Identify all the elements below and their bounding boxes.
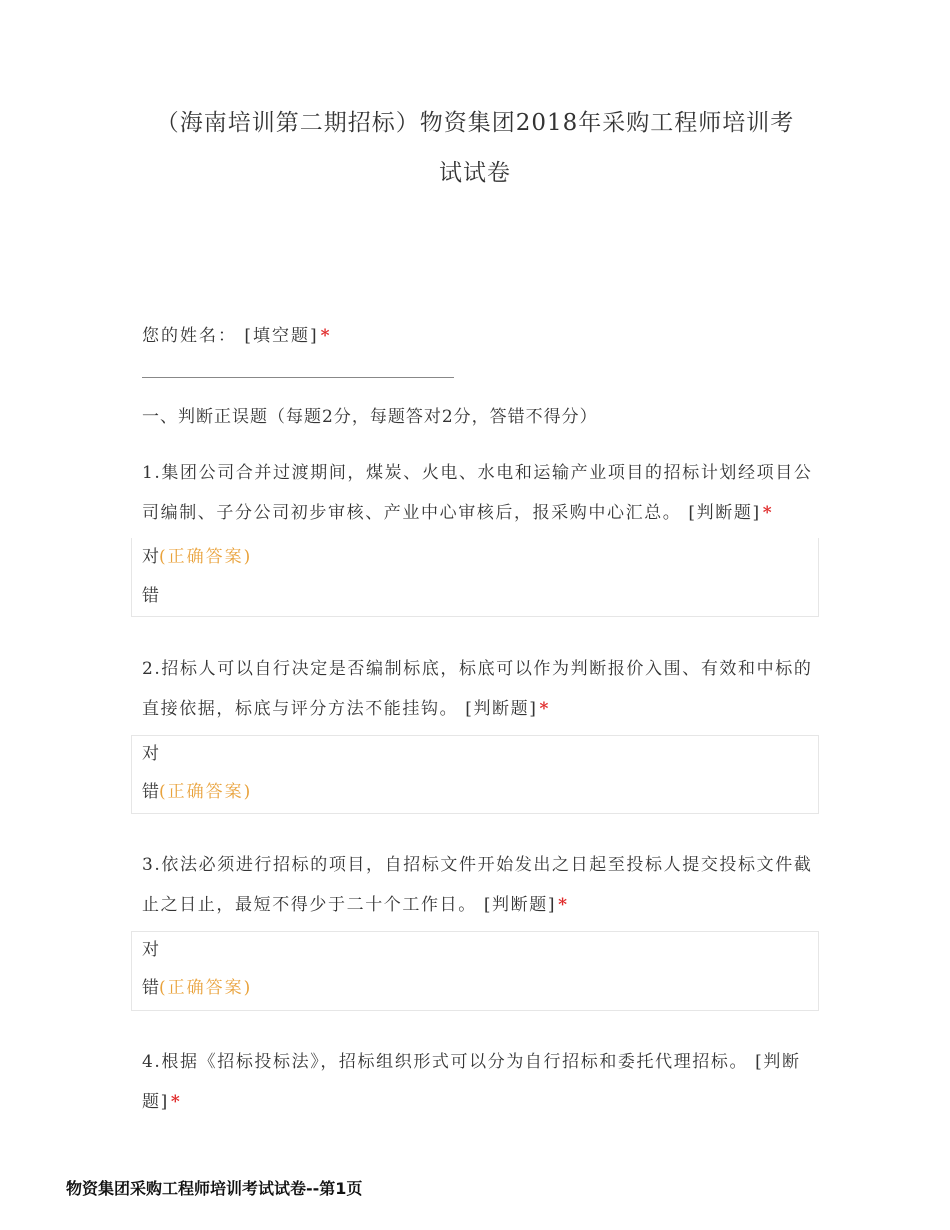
title-line-2: 试试卷	[439, 160, 511, 186]
option-true[interactable]: 对(正确答案)	[142, 547, 253, 567]
correct-answer-label: (正确答案)	[159, 782, 253, 802]
name-question	[142, 321, 332, 346]
required-asterisk: *	[170, 1092, 182, 1112]
title-line-1: （海南培训第二期招标）物资集团2018年采购工程师培训考	[155, 110, 795, 136]
question-2-line-2: 直接依据，标底与评分方法不能挂钩。 [判断题] *	[142, 699, 550, 719]
option-false[interactable]: 错	[142, 586, 159, 606]
question-3-line-2: 止之日止，最短不得少于二十个工作日。 [判断题] *	[142, 895, 569, 915]
option-false[interactable]: 错(正确答案)	[142, 978, 253, 998]
question-3	[142, 845, 822, 925]
section-title: 一、判断正误题（每题2分，每题答对2分，答错不得分）	[142, 407, 598, 427]
question-3-line-1: 3.依法必须进行招标的项目，自招标文件开始发出之日起至投标人提交投标文件截	[142, 855, 813, 875]
page-footer: 物资集团采购工程师培训考试试卷--第1页	[66, 1179, 363, 1198]
required-asterisk: *	[539, 699, 550, 719]
required-asterisk: *	[320, 326, 332, 346]
question-type-tag: [填空题]	[244, 326, 319, 346]
question-2	[142, 649, 822, 729]
option-false[interactable]: 错(正确答案)	[142, 782, 253, 802]
option-true[interactable]: 对	[142, 744, 159, 764]
question-type-tag-part-2: 题]	[142, 1092, 169, 1112]
required-asterisk: *	[762, 503, 774, 523]
question-3-options	[131, 931, 819, 1011]
required-asterisk: *	[558, 895, 569, 915]
question-4-line-2	[142, 1082, 822, 1122]
document-title	[100, 98, 850, 198]
question-2-options	[131, 735, 819, 814]
question-1-line-1: 1.集团公司合并过渡期间，煤炭、火电、水电和运输产业项目的招标计划经项目公	[142, 463, 813, 483]
question-1-options	[131, 538, 819, 617]
option-true[interactable]: 对	[142, 940, 159, 960]
name-label: 您的姓名：	[142, 326, 237, 346]
question-type-tag: [判断题]	[483, 895, 557, 915]
question-type-tag: [判断题]	[465, 699, 538, 719]
question-type-tag-part-1: [判断	[755, 1052, 801, 1072]
question-2-line-1: 2.招标人可以自行决定是否编制标底，标底可以作为判断报价入围、有效和中标的	[142, 659, 813, 679]
name-input-line[interactable]	[142, 377, 454, 378]
question-4-line-1: 4.根据《招标投标法》，招标组织形式可以分为自行招标和委托代理招标。 [判断	[142, 1052, 801, 1072]
correct-answer-label: (正确答案)	[159, 547, 253, 567]
question-4	[142, 1042, 822, 1122]
correct-answer-label: (正确答案)	[159, 978, 253, 998]
question-1-line-2: 司编制、子分公司初步审核、产业中心审核后，报采购中心汇总。 [判断题] *	[142, 503, 774, 523]
question-1	[142, 453, 822, 533]
question-type-tag: [判断题]	[688, 503, 761, 523]
